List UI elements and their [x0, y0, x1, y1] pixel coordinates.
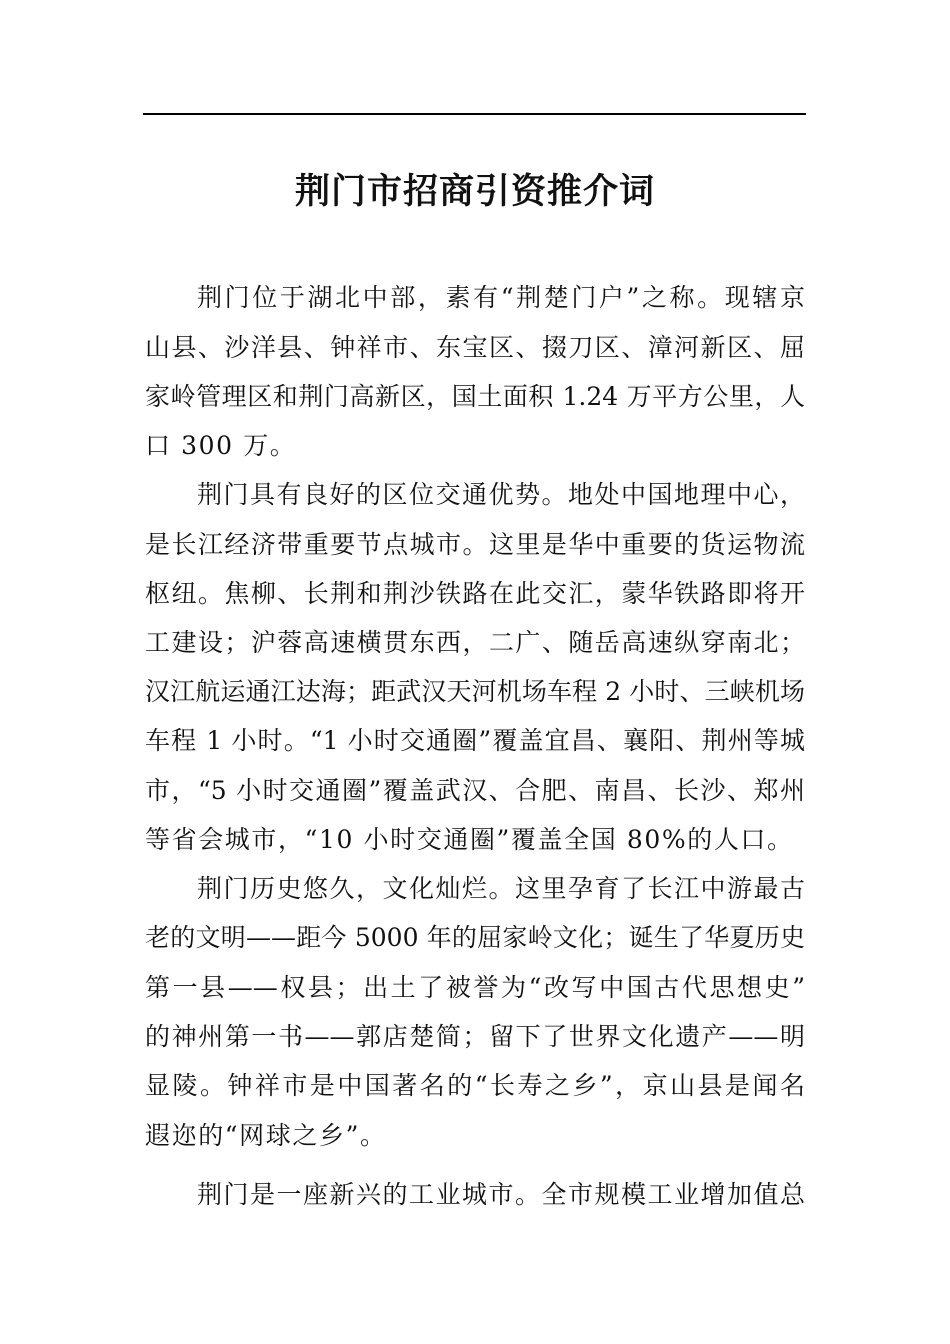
paragraph-line: 荆门具有良好的区位交通优势。地处中国地理中心，	[197, 480, 805, 509]
paragraph-line: 枢纽。焦柳、长荆和荆沙铁路在此交汇，蒙华铁路即将开	[145, 579, 805, 608]
paragraph-line: 第一县——权县；出土了被誉为“改写中国古代思想史”	[145, 973, 805, 1002]
paragraph-line: 荆门是一座新兴的工业城市。全市规模工业增加值总	[197, 1180, 805, 1209]
paragraph-line: 荆门位于湖北中部，素有“荆楚门户”之称。现辖京	[197, 283, 805, 312]
paragraph-line: 等省会城市，“10 小时交通圈”覆盖全国 80%的人口。	[145, 825, 794, 854]
paragraph-line: 市，“5 小时交通圈”覆盖武汉、合肥、南昌、长沙、郑州	[145, 776, 805, 805]
paragraph-line: 显陵。钟祥市是中国著名的“长寿之乡”，京山县是闻名	[145, 1071, 805, 1100]
header-rule	[143, 113, 806, 115]
paragraph-line: 汉江航运通江达海；距武汉天河机场车程 2 小时、三峡机场	[145, 677, 805, 706]
paragraph-line: 山县、沙洋县、钟祥市、东宝区、掇刀区、漳河新区、屈	[145, 333, 805, 362]
paragraph-line: 车程 1 小时。“1 小时交通圈”覆盖宜昌、襄阳、荆州等城	[145, 726, 805, 755]
paragraph-line: 老的文明——距今 5000 年的屈家岭文化；诞生了华夏历史	[145, 923, 805, 952]
paragraph-line: 荆门历史悠久，文化灿烂。这里孕育了长江中游最古	[197, 874, 805, 903]
paragraph-line: 口 300 万。	[145, 431, 297, 460]
paragraph-line: 遐迩的“网球之乡”。	[145, 1121, 387, 1150]
document-title: 荆门市招商引资推介词	[294, 171, 655, 212]
paragraph-line: 的神州第一书——郭店楚简；留下了世界文化遗产——明	[145, 1022, 805, 1051]
paragraph-line: 是长江经济带重要节点城市。这里是华中重要的货运物流	[145, 530, 805, 559]
paragraph-line: 家岭管理区和荆门高新区，国土面积 1.24 万平方公里，人	[145, 382, 805, 411]
paragraph-line: 工建设；沪蓉高速横贯东西，二广、随岳高速纵穿南北；	[145, 628, 805, 657]
